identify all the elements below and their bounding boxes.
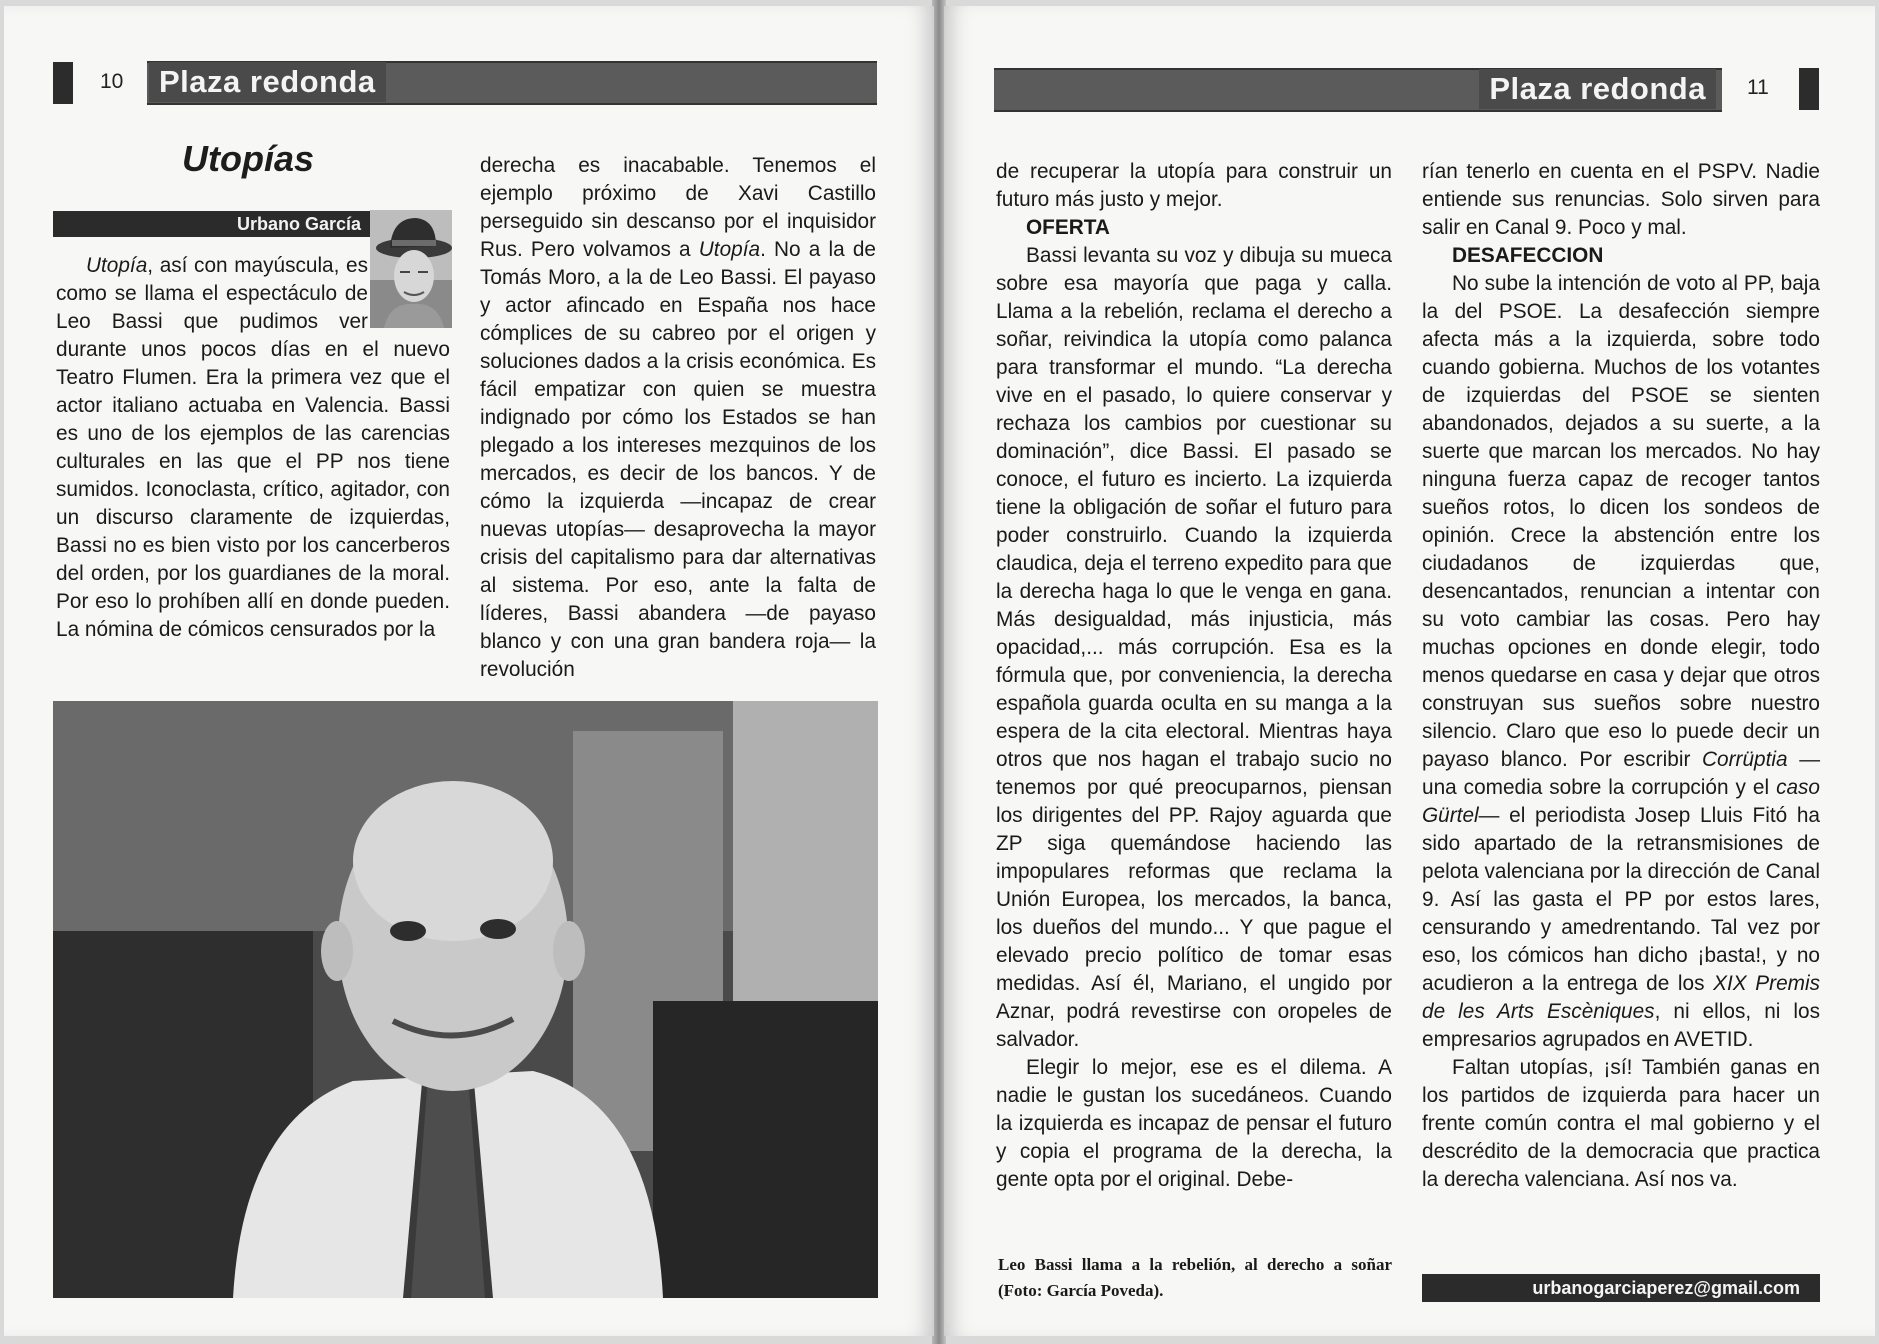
text: derecha es inacabable. Tenemos el ejemplo próximo de Xavi Castillo perseguido sin descanso por el inquisidor Rus. Pero volvamos a xyxy=(480,154,876,261)
author-name: Urbano García xyxy=(236,214,361,234)
emphasis: caso Gürtel xyxy=(1422,776,1820,827)
article-paragraph: rían tenerlo en cuenta en el PSPV. Nadie entiende sus renuncias. Solo sirven para salir en Canal 9. Poco y mal. xyxy=(1422,160,1820,239)
text: . No a la de Tomás Moro, a la de Leo Bassi. El payaso y actor afincado en España nos hace cómplices de su cabreo por el origen y soluciones dados a la crisis económica. Es fácil empatizar con quien se muestra indignado por cómo los Estados se han plegado a los intereses mezquinos de los mercados, es decir de los bancos. Y de cómo la izquierda —incapaz de crear nuevas utopías— desaprovecha la mayor crisis del capitalismo para dar alternativas al sistema. Por eso, ante la falta de líderes, Bassi abandera —de payaso blanco y con una gran bandera roja— la revolución xyxy=(480,238,876,681)
article-title: Utopías xyxy=(182,138,315,179)
text: — el periodista Josep Lluis Fitó ha sido apartado de la retransmisiones de pelota valenciana por la dirección de Canal 9. Así las gasta el PP por estos lares, censurando y amedrentando. Tal vez por eso, los cómicos han dicho ¡basta!, y no acudieron a la entrega de los xyxy=(1422,804,1820,995)
page-number: 11 xyxy=(1747,76,1769,99)
main-photo xyxy=(53,701,878,1298)
right-column-2 xyxy=(1422,158,1820,1194)
text: No sube la intención de voto al PP, baja la del PSOE. La desafección siempre afecta más a la izquierda, sobre todo cuando gobierna. Muchos de los votantes de izquierdas del PSOE se sienten abandonados, dejados a su suerte, a la suerte que marcan los mercados. No hay ninguna fuerza capaz de recoger tantos sueños rotos, lo dicen los sondeos de opinión. Crece la abstención entre los ciudadanos de izquierdas que, desencantados, renuncian a intentar con su voto cambiar las cosas. Pero hay muchas opciones en donde elegir, todo menos quedarse en casa y dejar que otros construyan sus sueños sobre nuestro silencio. Claro que eso lo puede decir un payaso blanco. Por escribir xyxy=(1422,272,1820,771)
emphasis: Utopía xyxy=(698,238,761,261)
section-title: Plaza redonda xyxy=(1479,69,1716,109)
article-paragraph xyxy=(480,152,876,684)
right-column-1 xyxy=(996,158,1392,1194)
author-email[interactable]: urbanogarciaperez@gmail.com xyxy=(1532,1278,1800,1298)
emphasis: Corrüptia xyxy=(1702,748,1788,771)
left-page xyxy=(4,6,934,1336)
right-page xyxy=(944,6,1875,1336)
emphasis: Utopía xyxy=(86,254,148,277)
article-paragraph xyxy=(56,252,450,644)
article-paragraph: de recuperar la utopía para construir un futuro más justo y mejor. xyxy=(996,160,1392,211)
article-paragraph: Elegir lo mejor, ese es el dilema. A nadie le gustan los sucedáneos. Cuando la izquierda es incapaz de pensar el futuro y copia el programa de la derecha, la gente opta por el original. Debe- xyxy=(996,1056,1392,1191)
left-column-2 xyxy=(480,152,876,684)
subheading: DESAFECCION xyxy=(1452,244,1604,267)
page-corner-mark xyxy=(1799,68,1819,110)
subheading: OFERTA xyxy=(1026,216,1110,239)
page-number: 10 xyxy=(100,70,124,93)
article-paragraph: Faltan utopías, ¡sí! También ganas en los partidos de izquierda para hacer un frente común contra el mal gobierno y el descrédito de la democracia que practica la derecha valenciana. Así nos va. xyxy=(1422,1056,1820,1191)
emphasis: XIX Premis de les Arts Escèniques xyxy=(1422,972,1820,1023)
author-bar xyxy=(53,211,375,237)
author-email-bar xyxy=(1422,1274,1820,1302)
article-paragraph: Bassi levanta su voz y dibuja su mueca sobre esa mayoría que paga y calla. Llama a la rebelión, reclama el derecho a soñar, reivindica la utopía como palanca para transformar el mundo. “La derecha vive en el pasado, lo quiere conservar y rechaza los cambios por cuestionar su dominación”, dice Bassi. El pasado se conoce, el futuro es incierto. La izquierda tiene la obligación de soñar el futuro para poder construirlo. Cuando la izquierda claudica, deja el terreno expedito para que la derecha haga lo que le venga en gana. Más desigualdad, más injusticia, más opacidad,... más corrupción. Esa es la fórmula que, por conveniencia, la derecha española guarda oculta en su manga a la espera de la cita electoral. Mientras haya otros que nos hagan el trabajo sucio no tenemos por qué preocuparnos, piensan los dirigentes del PP. Rajoy aguarda que ZP siga quemándose haciendo las impopulares reformas que reclama la Unión Europea, los mercados, la banca, los dueños del mundo... Y que pague el elevado precio político de tomar esas medidas. Así él, Mariano, el ungido por Aznar, podrá revestirse con oropeles de salvador. xyxy=(996,244,1392,1051)
text: —una comedia sobre la corrupción y el xyxy=(1422,748,1821,799)
article-paragraph xyxy=(1422,270,1820,1054)
text: , así con mayúscula, es como se llama el espectáculo de Leo Bassi que pudimos ver durante unos pocos días en el nuevo Teatro Flumen. Era la primera vez que el actor italiano actuaba en Valencia. Bassi es uno de los ejemplos de las carencias culturales en las que el PP nos tiene sumidos. Iconoclasta, crítico, agitador, con un discurso claramente de izquierdas, Bassi no es bien visto por los cancerberos del orden, por los guardianes de la moral. Por eso lo prohíben allí en donde pueden. La nómina de cómicos censurados por la xyxy=(56,254,450,641)
left-column-1 xyxy=(56,252,450,644)
section-title: Plaza redonda xyxy=(149,62,386,102)
text: , ni ellos, ni los empresarios agrupados en AVETID. xyxy=(1422,1000,1820,1051)
photo-caption: Leo Bassi llama a la rebelión, al derecho a soñar (Foto: García Poveda). xyxy=(998,1255,1392,1300)
section-banner xyxy=(994,68,1722,112)
section-banner xyxy=(147,61,877,105)
page-corner-mark xyxy=(53,62,73,104)
